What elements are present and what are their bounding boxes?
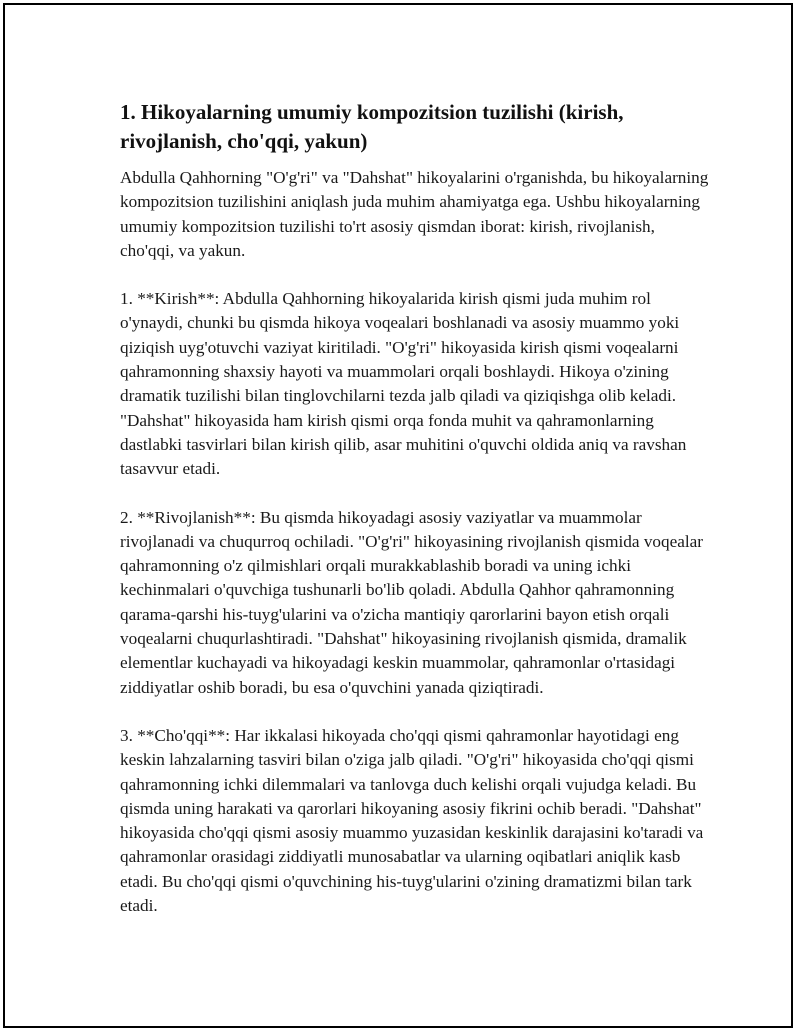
section-heading: 1. Hikoyalarning umumiy kompozitsion tuzilishi (kirish, rivojlanish, cho'qqi, yakun) xyxy=(120,100,624,153)
paragraph-kirish: 1. **Kirish**: Abdulla Qahhorning hikoyalarida kirish qismi juda muhim rol o'ynaydi, chunki bu qismda hikoya voqealari boshlanadi va asosiy muammo yoki qiziqish uyg'otuvchi vaziyat kiritiladi. "O'g'ri" hikoyasida kirish qismi voqealarni qahramonning shaxsiy hayoti va muammolari orqali boshlaydi. Hikoya o'zining dramatik tuzilishi bilan tinglovchilarni tezda jalb qiladi va qiziqishga olib keladi. "Dahshat" hikoyasida ham kirish qismi orqa fonda muhit va qahramonlarning dastlabki tasvirlari bilan kirish qilib, asar muhitini o'quvchi oldida aniq va ravshan tasavvur etadi. xyxy=(120,289,687,479)
document-body xyxy=(120,98,710,942)
paragraph-choqqi: 3. **Cho'qqi**: Har ikkalasi hikoyada cho'qqi qismi qahramonlar hayotidagi eng keskin lahzalarning tasviri bilan o'ziga jalb qiladi. "O'g'ri" hikoyasida cho'qqi qismi qahramonning ichki dilemmalari va tanlovga duch kelishi orqali vujudga keladi. Bu qismda uning harakati va qarorlari hikoyaning asosiy fikrini ochib beradi. "Dahshat" hikoyasida cho'qqi qismi asosiy muammo yuzasidan keskinlik darajasini ko'taradi va qahramonlar orasidagi ziddiyatli munosabatlar va ularning oqibatlari aniqlik kasb etadi. Bu cho'qqi qismi o'quvchining his-tuyg'ularini o'zining dramatizmi bilan tark etadi. xyxy=(120,725,704,916)
paragraph-intro: Abdulla Qahhorning "O'g'ri" va "Dahshat" hikoyalarini o'rganishda, bu hikoyalarning kompozitsion tuzilishini aniqlash juda muhim ahamiyatga ega. Ushbu hikoyalarning umumiy kompozitsion tuzilishi to'rt asosiy qismdan iborat: kirish, rivojlanish, cho'qqi, va yakun. xyxy=(120,168,709,260)
document-page xyxy=(3,3,793,1028)
paragraph-rivojlanish: 2. **Rivojlanish**: Bu qismda hikoyadagi asosiy vaziyatlar va muammolar rivojlanadi va chuqurroq ochiladi. "O'g'ri" hikoyasining rivojlanish qismida voqealar qahramonning o'z qilmishlari orqali murakkablashib boradi va uning ichki kechinmalari o'quvchiga tushunarli bo'lib qoladi. Abdulla Qahhor qahramonning qarama-qarshi his-tuyg'ularini va o'zicha mantiqiy qarorlarini bayon etish orqali voqealarni chuqurlashtiradi. "Dahshat" hikoyasining rivojlanish qismida, dramalik elementlar kuchayadi va hikoyadagi keskin muammolar, qahramonlar o'rtasidagi ziddiyatlar oshib boradi, bu esa o'quvchini yanada qiziqtiradi. xyxy=(120,507,703,697)
